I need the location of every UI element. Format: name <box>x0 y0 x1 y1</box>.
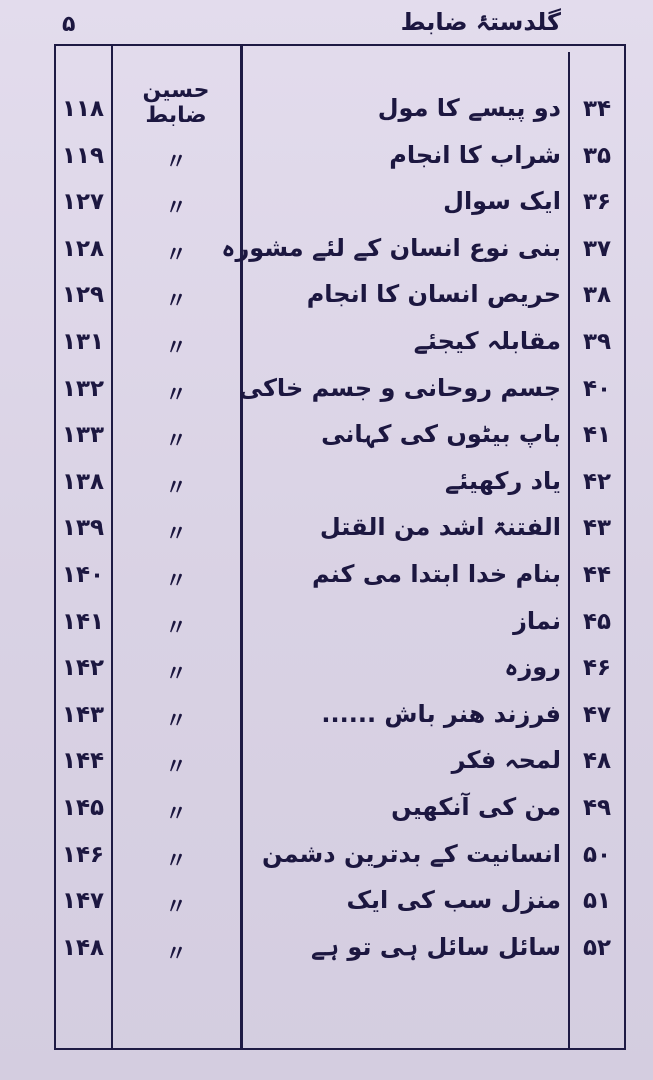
row-page-number: ۱۴۷ <box>61 888 105 915</box>
row-title: بنی نوع انسان کے لئے مشورہ <box>221 233 561 262</box>
row-title: حریص انسان کا انجام <box>306 280 561 309</box>
row-serial-number: ۳۷ <box>582 235 612 262</box>
row-serial-number: ۴۶ <box>582 655 612 682</box>
table-row <box>0 929 653 975</box>
table-row <box>0 789 653 835</box>
table-row <box>0 416 653 462</box>
row-serial-number: ۴۴ <box>582 562 612 588</box>
row-page-number: ۱۱۸ <box>61 96 105 122</box>
row-serial-number: ۳۴ <box>582 96 612 122</box>
row-title: بنام خدا ابتدا می کنم <box>311 560 561 588</box>
row-title: دو پیسے کا مول <box>377 94 561 122</box>
row-serial-number: ۳۸ <box>582 282 612 309</box>
row-title: یاد رکھیئے <box>445 466 561 495</box>
row-ditto-mark: 〃 <box>164 242 187 268</box>
row-ditto-mark: 〃 <box>164 429 187 455</box>
row-ditto-mark: 〃 <box>164 196 187 222</box>
row-ditto-mark: 〃 <box>164 475 187 501</box>
table-row <box>0 882 653 928</box>
table-row <box>0 556 653 602</box>
row-ditto-mark: 〃 <box>164 708 187 734</box>
table-row <box>0 276 653 322</box>
row-ditto-mark: 〃 <box>164 336 187 361</box>
page-number: ۵ <box>62 12 76 37</box>
row-title: نماز <box>513 606 561 635</box>
table-row <box>0 742 653 788</box>
table-row <box>0 90 653 136</box>
row-ditto-mark: 〃 <box>164 382 187 408</box>
row-page-number: ۱۳۸ <box>61 468 105 495</box>
row-page-number: ۱۴۶ <box>61 841 105 868</box>
row-title: انسانیت کے بدترین دشمن <box>261 839 561 868</box>
row-page-number: ۱۲۹ <box>61 282 105 309</box>
row-page-number: ۱۳۱ <box>61 329 105 355</box>
row-ditto-mark: 〃 <box>164 848 187 874</box>
row-ditto-mark: 〃 <box>164 895 187 921</box>
row-serial-number: ۴۰ <box>582 375 612 402</box>
row-page-number: ۱۳۹ <box>61 515 105 542</box>
row-page-number: ۱۴۵ <box>61 795 105 821</box>
row-page-number: ۱۴۰ <box>61 562 105 588</box>
table-row <box>0 696 653 742</box>
row-serial-number: ۴۹ <box>582 795 612 821</box>
row-serial-number: ۴۷ <box>582 701 612 728</box>
row-title: الفتنۃ اشد من القتل <box>319 513 561 542</box>
row-ditto-mark: 〃 <box>164 149 187 175</box>
row-serial-number: ۴۱ <box>582 422 612 449</box>
table-row <box>0 183 653 229</box>
table-row <box>0 603 653 649</box>
row-page-number: ۱۴۱ <box>61 608 105 635</box>
table-row <box>0 370 653 416</box>
running-head: گلدستۂ ضابط <box>400 8 561 36</box>
row-serial-number: ۵۱ <box>582 888 612 915</box>
row-serial-number: ۳۵ <box>582 142 612 169</box>
table-top-rule <box>54 44 626 46</box>
row-ditto-mark: 〃 <box>164 522 187 548</box>
row-title: روزہ <box>504 653 561 682</box>
table-row <box>0 836 653 882</box>
row-title: سائل سائل ہی تو ہے <box>310 932 561 961</box>
row-ditto-mark: 〃 <box>164 289 187 315</box>
row-title: فرزند هنر باش ...... <box>321 699 561 728</box>
row-page-number: ۱۳۳ <box>61 422 105 449</box>
row-title: جسم روحانی و جسم خاکی <box>238 373 561 402</box>
row-title: شراب کا انجام <box>389 140 561 169</box>
row-serial-number: ۴۳ <box>582 515 612 542</box>
row-page-number: ۱۳۲ <box>61 375 105 402</box>
row-title: من کی آنکھیں <box>391 793 561 821</box>
row-ditto-mark: 〃 <box>164 941 187 967</box>
row-page-number: ۱۲۷ <box>61 189 105 216</box>
table-row <box>0 649 653 695</box>
row-title: منزل سب کی ایک <box>346 886 561 915</box>
author-column-title: حسین ضابط <box>142 78 210 128</box>
table-row <box>0 509 653 555</box>
table-row <box>0 323 653 369</box>
row-ditto-mark: 〃 <box>164 755 187 781</box>
row-page-number: ۱۲۸ <box>61 235 105 262</box>
table-row <box>0 463 653 509</box>
row-ditto-mark: 〃 <box>164 569 187 594</box>
row-ditto-mark: 〃 <box>164 802 187 827</box>
table-bottom-rule <box>54 1048 626 1050</box>
row-page-number: ۱۴۳ <box>61 701 105 728</box>
row-ditto-mark: 〃 <box>164 615 187 641</box>
row-serial-number: ۳۹ <box>582 329 612 355</box>
row-title: باپ بیٹوں کی کہانی <box>321 420 561 449</box>
row-serial-number: ۵۰ <box>582 841 612 868</box>
row-serial-number: ۴۸ <box>582 748 612 775</box>
row-title: مقابلہ کیجئے <box>413 327 561 355</box>
row-ditto-mark: 〃 <box>164 662 187 688</box>
table-row <box>0 230 653 276</box>
row-page-number: ۱۴۲ <box>61 655 105 682</box>
row-page-number: ۱۴۸ <box>61 934 105 961</box>
row-title: لمحہ فکر <box>451 746 561 775</box>
row-serial-number: ۴۲ <box>582 468 612 495</box>
row-serial-number: ۴۵ <box>582 608 612 635</box>
row-title: ایک سوال <box>443 187 561 216</box>
row-page-number: ۱۱۹ <box>61 142 105 169</box>
row-serial-number: ۵۲ <box>582 934 612 961</box>
table-row <box>0 137 653 183</box>
row-serial-number: ۳۶ <box>582 189 612 216</box>
row-page-number: ۱۴۴ <box>61 748 105 775</box>
